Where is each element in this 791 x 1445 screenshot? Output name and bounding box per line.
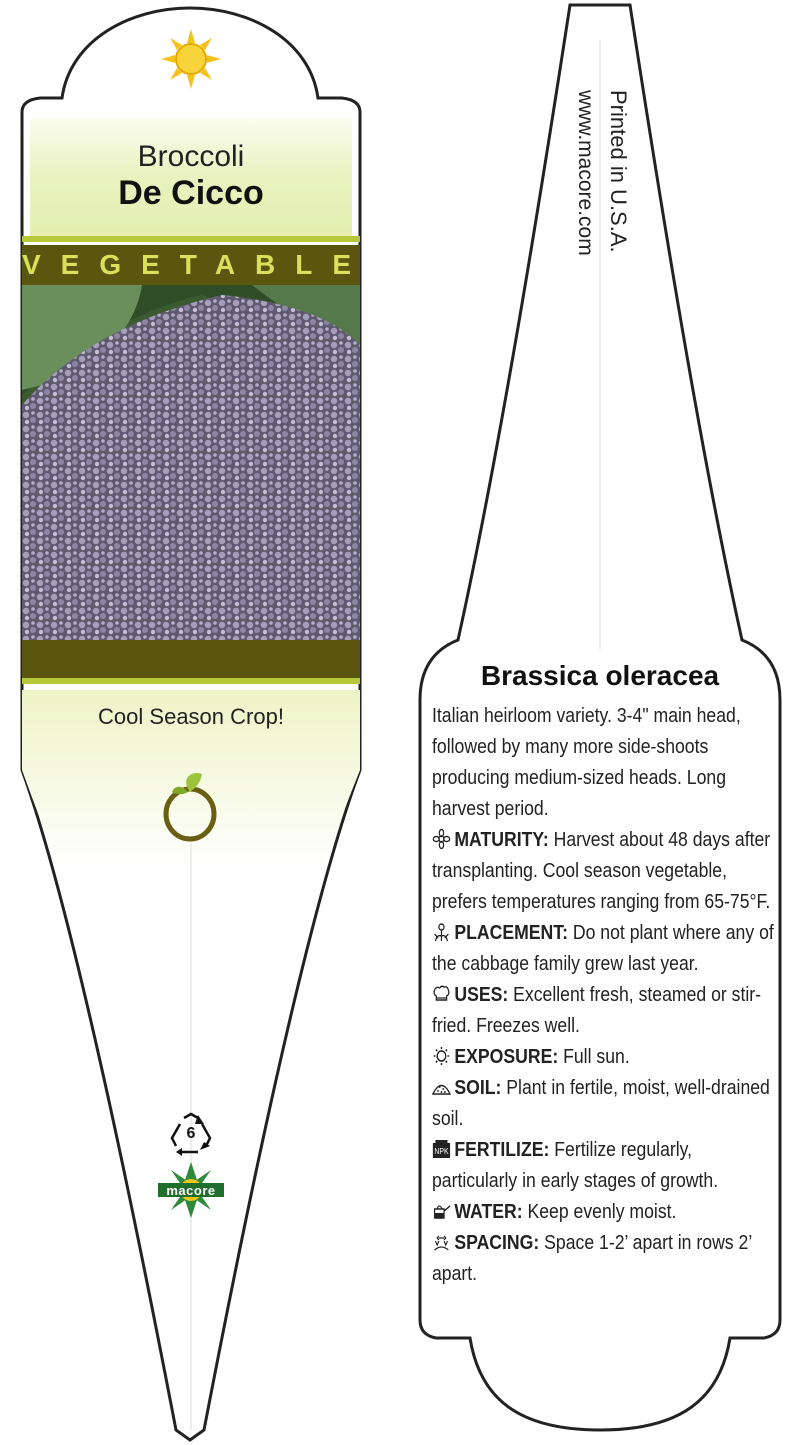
spacing-text: Space 1-2’ apart in rows 2’ apart. [432, 1231, 752, 1285]
fertilize-label: FERTILIZE: [454, 1138, 550, 1161]
variety-name: De Cicco [118, 174, 264, 212]
water-section [432, 1196, 776, 1227]
npk-label: NPK [434, 1146, 449, 1157]
fertilize-icon [432, 1139, 451, 1159]
spacing-icon [432, 1232, 451, 1252]
brand-name: macore [166, 1183, 216, 1198]
website-link[interactable]: www.macore.com [574, 90, 597, 256]
maturity-label: MATURITY: [454, 828, 549, 851]
placement-label: PLACEMENT: [454, 921, 568, 944]
exposure-section [432, 1041, 776, 1072]
uses-section [432, 979, 776, 1041]
placement-text: Do not plant where any of the cabbage family grew last year. [432, 921, 774, 975]
common-name: Broccoli [137, 140, 245, 173]
water-text: Keep evenly moist. [522, 1200, 677, 1223]
back-vertical-text [565, 90, 645, 310]
photo-footer-band [22, 640, 360, 678]
soil-section [432, 1072, 776, 1134]
exposure-text: Full sun. [558, 1045, 630, 1068]
uses-icon [432, 984, 451, 1004]
sprout-icon [162, 770, 220, 842]
maturity-text: Harvest about 48 days after transplanting. Cool season vegetable, prefers temperatures ranging from 65-75°F. [432, 828, 771, 913]
intro-text: Italian heirloom variety. 3-4" main head, followed by many more side-shoots producing medium-sized heads. Long harvest period. [432, 704, 741, 820]
placement-icon [432, 922, 451, 942]
sun-icon [160, 28, 222, 90]
broccoli-photo [22, 285, 360, 640]
uses-label: USES: [454, 983, 509, 1006]
soil-text: Plant in fertile, moist, well-drained soil. [432, 1076, 770, 1130]
category-band: VEGETABLE [22, 245, 360, 285]
fertilize-section [432, 1134, 776, 1196]
spacing-label: SPACING: [454, 1231, 540, 1254]
recycle-number: 6 [186, 1125, 196, 1142]
uses-text: Excellent fresh, steamed or stir-fried. Freezes well. [432, 983, 762, 1037]
scientific-name: Brassica oleracea [480, 660, 720, 691]
maturity-icon [432, 829, 451, 849]
exposure-icon [432, 1046, 451, 1066]
printed-in: Printed in U.S.A. [606, 90, 631, 253]
fertilize-text: Fertilize regularly, particularly in early stages of growth. [432, 1138, 719, 1192]
spacing-section [432, 1227, 776, 1289]
soil-icon [432, 1077, 451, 1097]
water-icon [432, 1201, 451, 1221]
exposure-label: EXPOSURE: [454, 1045, 559, 1068]
maturity-section [432, 824, 776, 917]
water-label: WATER: [454, 1200, 523, 1223]
placement-section [432, 917, 776, 979]
plant-description [432, 700, 776, 1289]
soil-label: SOIL: [454, 1076, 502, 1099]
tagline: Cool Season Crop! [98, 704, 284, 729]
